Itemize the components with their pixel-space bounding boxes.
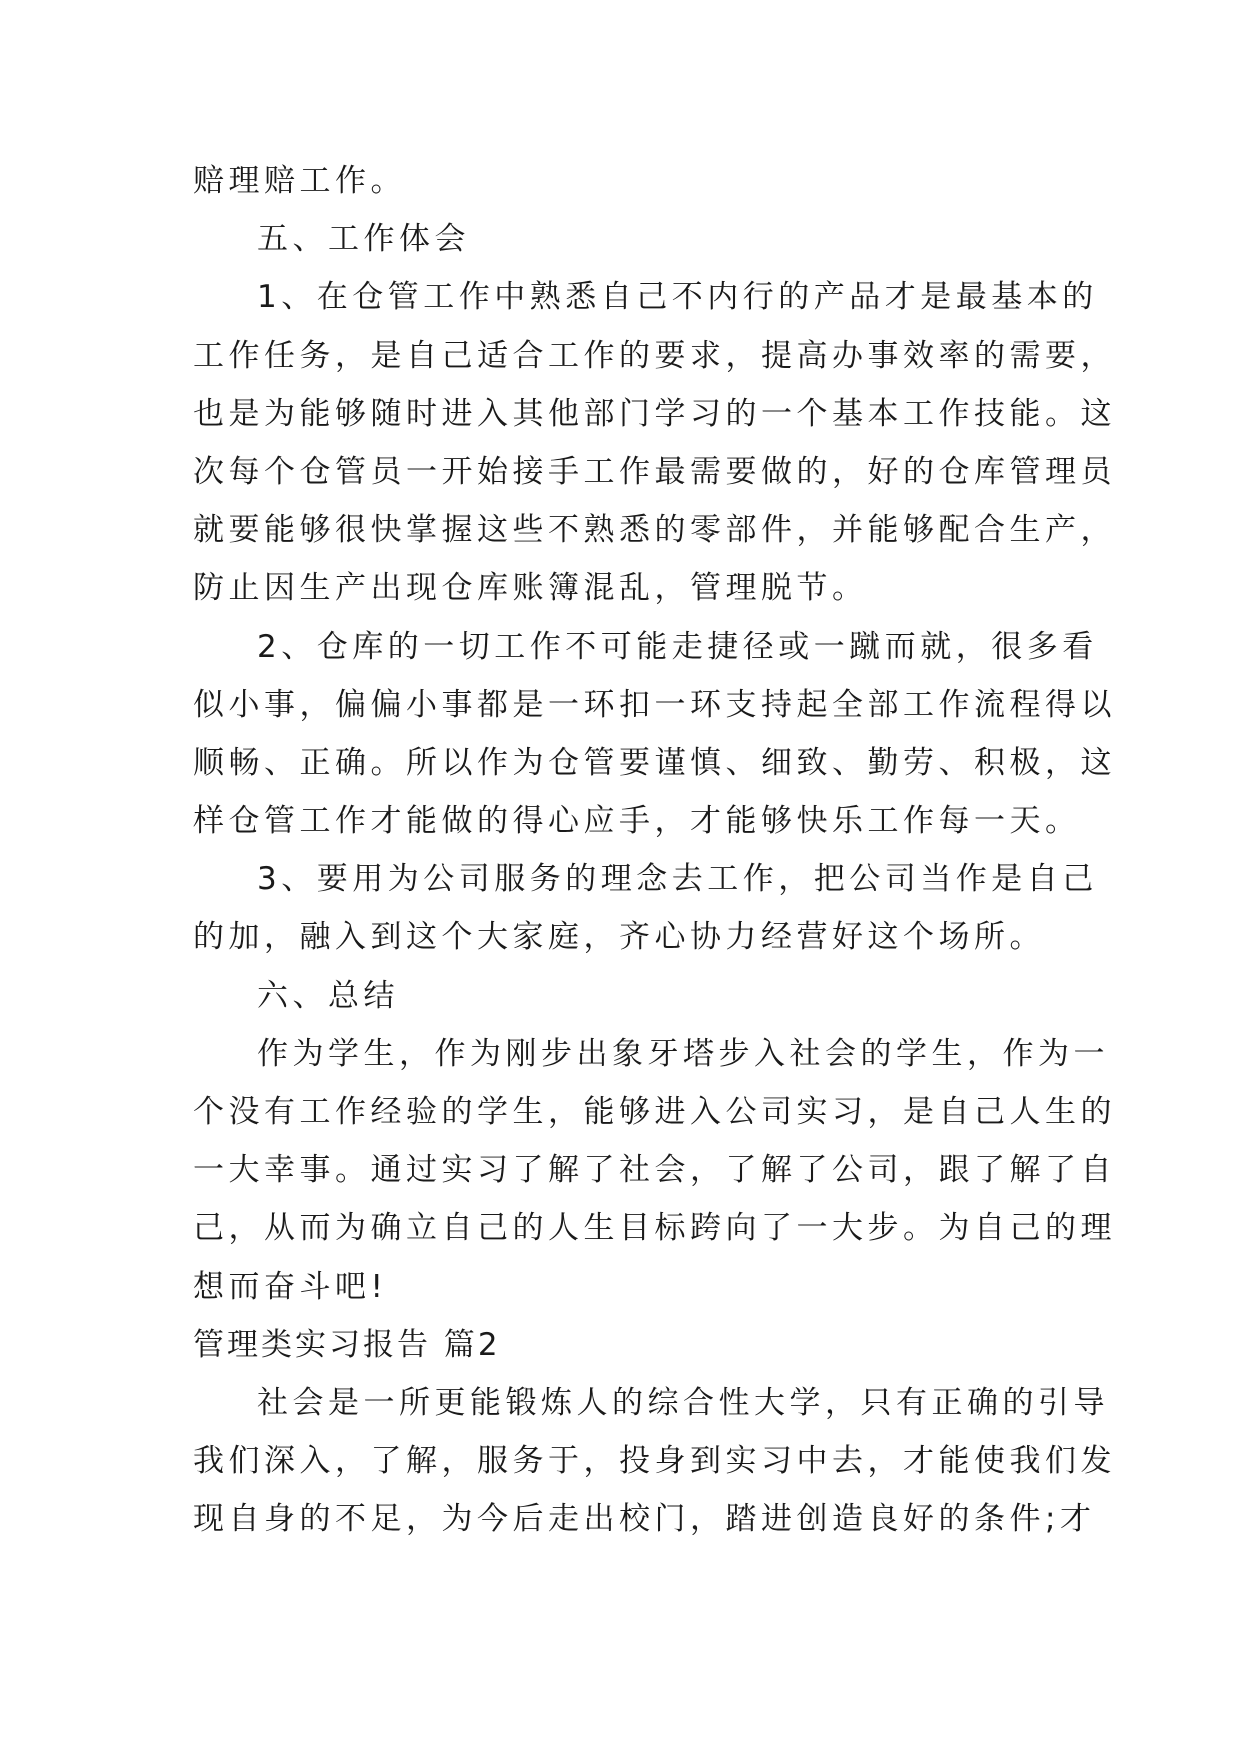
section-heading-work-experience: 五、工作体会 bbox=[257, 221, 470, 258]
paragraph-line: 的加，融入到这个大家庭，齐心协力经营好这个场所。 bbox=[193, 919, 1045, 956]
paragraph-line: 作为学生，作为刚步出象牙塔步入社会的学生，作为一 bbox=[257, 1035, 1109, 1072]
paragraph-line: 防止因生产出现仓库账簿混乱，管理脱节。 bbox=[193, 570, 868, 607]
paragraph-line: 我们深入，了解，服务于，投身到实习中去，才能使我们发 bbox=[193, 1443, 1116, 1480]
paragraph-line: 就要能够很快掌握这些不熟悉的零部件，并能够配合生产， bbox=[193, 512, 1116, 549]
paragraph-line: 赔理赔工作。 bbox=[193, 163, 406, 199]
paragraph-line: 3、要用为公司服务的理念去工作，把公司当作是自己 bbox=[257, 861, 1098, 898]
document-heading: 管理类实习报告 篇2 bbox=[193, 1326, 501, 1363]
paragraph-line: 顺畅、正确。所以作为仓管要谨慎、细致、勤劳、积极，这 bbox=[193, 744, 1116, 781]
paragraph-line: 次每个仓管员一开始接手工作最需要做的，好的仓库管理员 bbox=[193, 453, 1116, 490]
paragraph-line: 现自身的不足，为今后走出校门，踏进创造良好的条件;才 bbox=[193, 1501, 1096, 1538]
paragraph-line: 2、仓库的一切工作不可能走捷径或一蹴而就，很多看 bbox=[257, 628, 1098, 665]
paragraph-line: 个没有工作经验的学生，能够进入公司实习，是自己人生的 bbox=[193, 1094, 1116, 1130]
paragraph-line: 想而奋斗吧! bbox=[193, 1268, 388, 1305]
paragraph-line: 社会是一所更能锻炼人的综合性大学，只有正确的引导 bbox=[257, 1384, 1109, 1421]
paragraph-line: 工作任务，是自己适合工作的要求，提高办事效率的需要， bbox=[193, 337, 1116, 374]
paragraph-line: 1、在仓管工作中熟悉自己不内行的产品才是最基本的 bbox=[257, 279, 1098, 316]
section-heading-summary: 六、总结 bbox=[257, 977, 399, 1014]
paragraph-line: 似小事，偏偏小事都是一环扣一环支持起全部工作流程得以 bbox=[193, 686, 1116, 723]
paragraph-line: 一大幸事。通过实习了解了社会，了解了公司，跟了解了自 bbox=[193, 1152, 1116, 1189]
document-body bbox=[193, 152, 1116, 1549]
paragraph-line: 样仓管工作才能做的得心应手，才能够快乐工作每一天。 bbox=[193, 803, 1081, 840]
paragraph-line: 也是为能够随时进入其他部门学习的一个基本工作技能。这 bbox=[193, 395, 1116, 432]
paragraph-line: 己，从而为确立自己的人生目标跨向了一大步。为自己的理 bbox=[193, 1210, 1116, 1247]
